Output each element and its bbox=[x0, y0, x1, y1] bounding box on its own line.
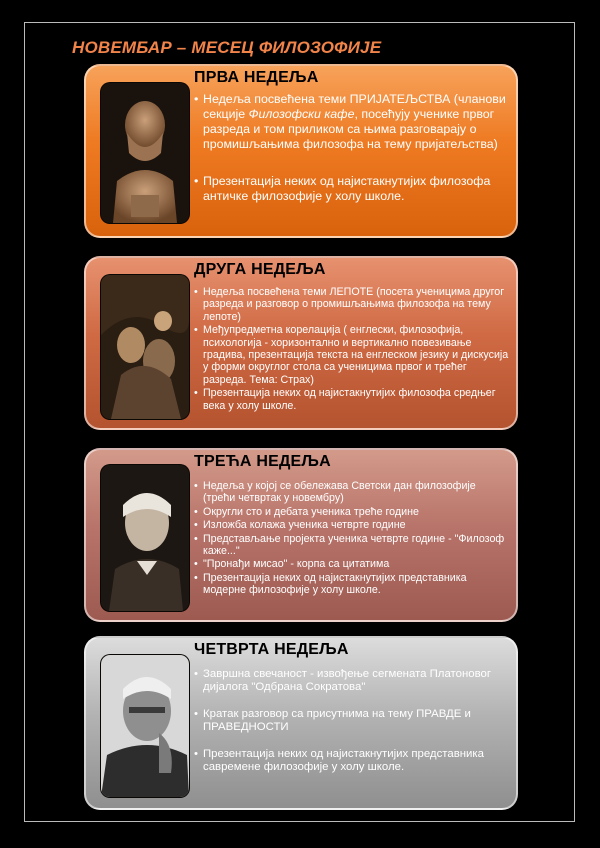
week-2-card bbox=[84, 256, 518, 430]
week-3-list bbox=[194, 480, 510, 598]
week-3-card bbox=[84, 448, 518, 622]
list-item: • Округли сто и дебата ученика треће године bbox=[194, 506, 510, 518]
week-4-title: ЧЕТВРТА НЕДЕЉА bbox=[194, 641, 349, 658]
week-1-title: ПРВА НЕДЕЉА bbox=[194, 69, 319, 86]
list-item: • Међупредметна корелација ( енглески, филозофија, психологија - хоризонтално и вертикално повезивање градива, презентација текста на енглеском језику и дискусија у форми округлог стола са ученицима првог и трећег разреда. Тема: Страх) bbox=[194, 324, 510, 386]
list-item: • Недеља посвећена теми ПРИЈАТЕЉСТВА (чланови секције Филозофски кафе, посећују ученике првог разреда и том приликом са њима разговарају о промишљањима филозофа на тему пријатељства) bbox=[194, 92, 510, 152]
list-item: • Презентација неких од најистакнутијих филозофа средњег века у холу школе. bbox=[194, 387, 510, 412]
week-2-title: ДРУГА НЕДЕЉА bbox=[194, 261, 326, 278]
week-1-list bbox=[194, 92, 510, 226]
week-4-card bbox=[84, 636, 518, 810]
portrait-image bbox=[100, 464, 190, 612]
painting-image bbox=[100, 274, 190, 420]
list-item: • "Пронађи мисао" - корпа са цитатима bbox=[194, 558, 510, 570]
list-item: • Недеља посвећена теми ЛЕПОТЕ (посета ученицима другог разреда и разговор о промишљањима филозофа на тему лепоте) bbox=[194, 286, 510, 323]
week-4-list bbox=[194, 668, 510, 788]
page-title: НОВЕМБАР – МЕСЕЦ ФИЛОЗОФИЈЕ bbox=[72, 38, 382, 57]
list-item: • Презентација неких од најистакнутијих филозофа античке филозофије у холу школе. bbox=[194, 174, 510, 204]
list-item: • Завршна свечаност - извођење сегмената Платоновог дијалога "Одбрана Сократова" bbox=[194, 668, 510, 694]
list-item: • Представљање пројекта ученика четврте године - "Филозоф каже..." bbox=[194, 533, 510, 558]
week-1-card bbox=[84, 64, 518, 238]
week-3-title: ТРЕЋА НЕДЕЉА bbox=[194, 453, 331, 470]
list-item: • Презентација неких од најистакнутијих представника савремене филозофије у холу школе. bbox=[194, 748, 510, 774]
list-item: • Изложба колажа ученика четврте године bbox=[194, 519, 510, 531]
list-item: • Недеља у којој се обележава Светски дан филозофије (трећи четвртак у новембру) bbox=[194, 480, 510, 505]
list-item: • Кратак разговор са присутнима на тему ПРАВДЕ и ПРАВЕДНОСТИ bbox=[194, 708, 510, 734]
list-item: • Презентација неких од најистакнутијих представника модерне филозофије у холу школе. bbox=[194, 572, 510, 597]
philosopher-bust-image bbox=[100, 82, 190, 224]
week-2-list bbox=[194, 286, 510, 413]
portrait-photo bbox=[100, 654, 190, 798]
